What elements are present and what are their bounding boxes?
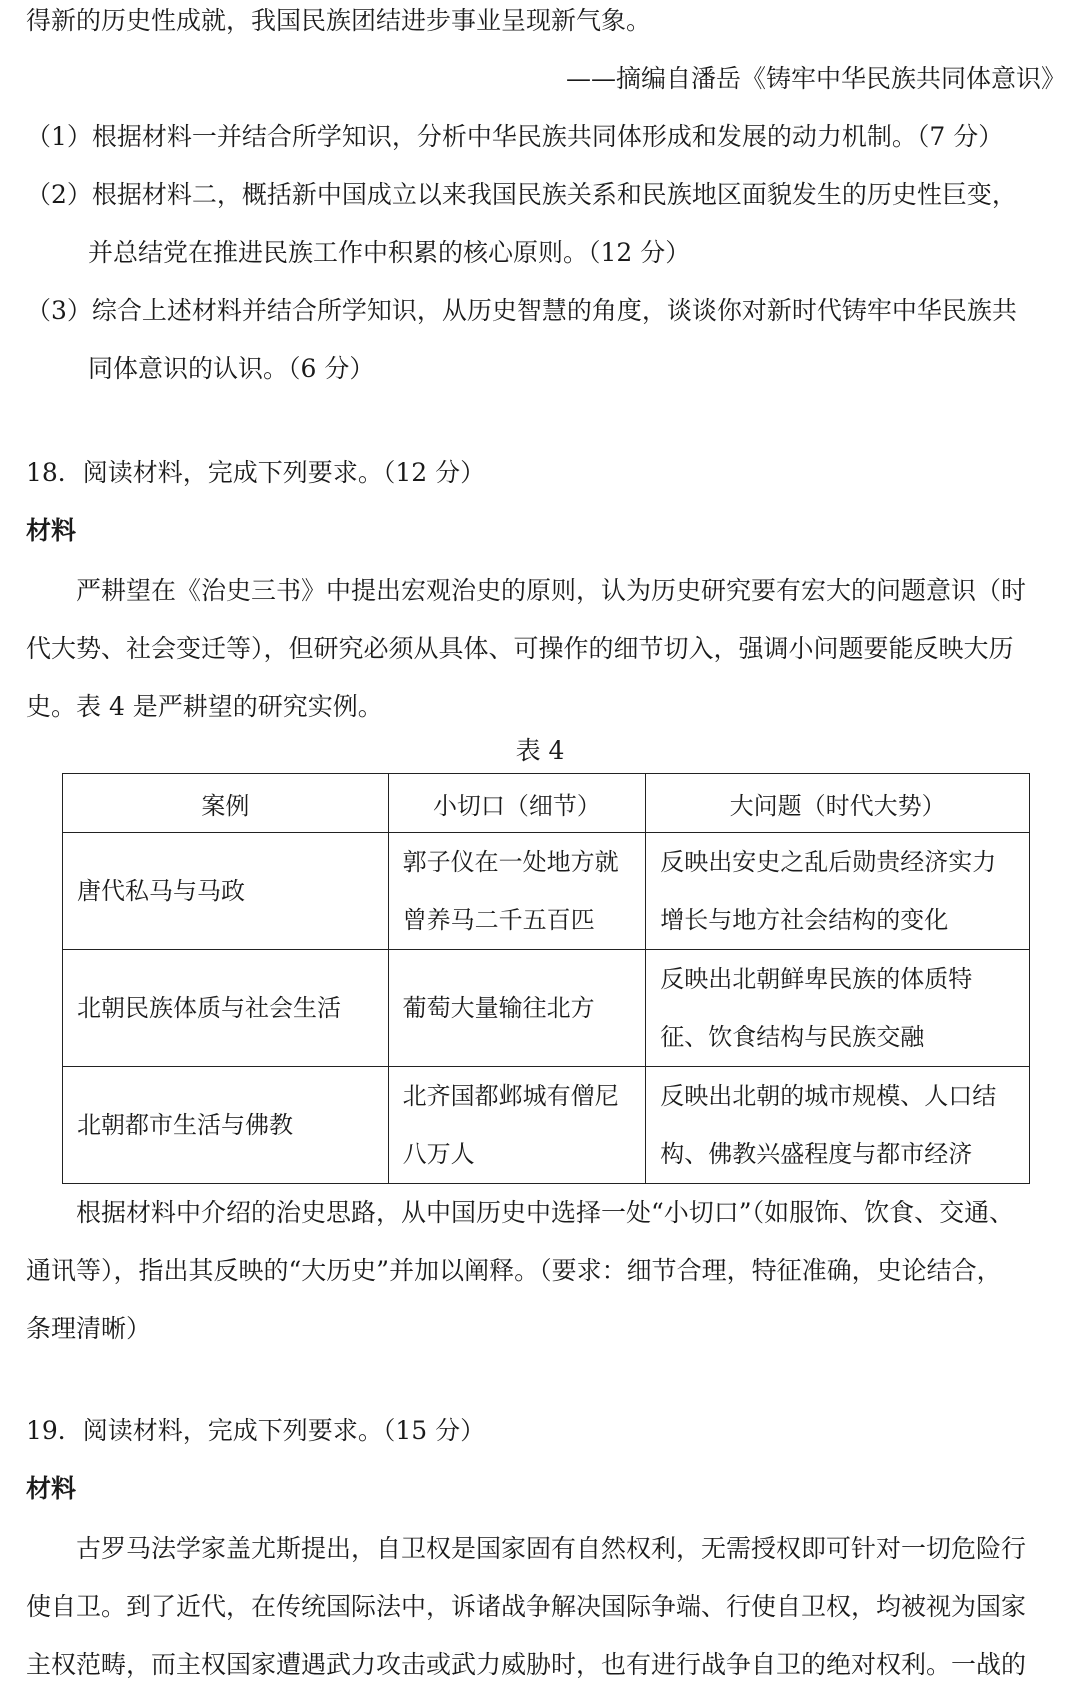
table-cell-case: 唐代私马与马政 [63, 833, 389, 950]
question-19-material-line-1: 古罗马法学家盖尤斯提出，自卫权是国家固有自然权利，无需授权即可针对一切危险行 [76, 1534, 1027, 1563]
table-header-big-question: 大问题（时代大势） [646, 774, 1030, 833]
table-cell-detail: 郭子仪在一处地方就曾养马二千五百匹 [388, 833, 646, 950]
table-row [63, 833, 1030, 950]
question-19-material-line-2: 使自卫。到了近代，在传统国际法中，诉诸战争解决国际争端、行使自卫权，均被视为国家 [26, 1592, 1027, 1621]
table-cell-big-question: 反映出安史之乱后勋贵经济实力增长与地方社会结构的变化 [646, 833, 1030, 950]
question-17-sub-2-line-2: 并总结党在推进民族工作中积累的核心原则。（12 分） [88, 238, 691, 267]
question-18-material-line-1: 严耕望在《治史三书》中提出宏观治史的原则，认为历史研究要有宏大的问题意识（时 [76, 576, 1027, 605]
table-header-case: 案例 [63, 774, 389, 833]
question-17-sub-1: （1）根据材料一并结合所学知识，分析中华民族共同体形成和发展的动力机制。（7 分） [26, 122, 1004, 151]
question-18-task-line-3: 条理清晰） [26, 1314, 152, 1343]
table-cell-detail: 葡萄大量输往北方 [388, 950, 646, 1067]
table-cell-big-question: 反映出北朝鲜卑民族的体质特征、饮食结构与民族交融 [646, 950, 1030, 1067]
table-header-row [63, 774, 1030, 833]
table-cell-big-question: 反映出北朝的城市规模、人口结构、佛教兴盛程度与都市经济 [646, 1067, 1030, 1184]
table-header-detail: 小切口（细节） [388, 774, 646, 833]
question-19-material-line-3: 主权范畴，而主权国家遭遇武力攻击或武力威胁时，也有进行战争自卫的绝对权利。一战的 [26, 1650, 1027, 1679]
table-row [63, 1067, 1030, 1184]
question-18-task-line-1: 根据材料中介绍的治史思路，从中国历史中选择一处“小切口”（如服饰、饮食、交通、 [76, 1198, 1015, 1227]
question-18-material-line-2: 代大势、社会变迁等），但研究必须从具体、可操作的细节切入，强调小问题要能反映大历 [26, 634, 1014, 663]
question-18-material-line-3: 史。表 4 是严耕望的研究实例。 [26, 692, 383, 721]
table-cell-case: 北朝民族体质与社会生活 [63, 950, 389, 1067]
table-caption: 表 4 [515, 736, 565, 765]
table-cell-case: 北朝都市生活与佛教 [63, 1067, 389, 1184]
question-17-sub-3-line-1: （3）综合上述材料并结合所学知识，从历史智慧的角度，谈谈你对新时代铸牢中华民族共 [26, 296, 1017, 325]
table-4 [62, 773, 1030, 1184]
question-17-sub-2-line-1: （2）根据材料二，概括新中国成立以来我国民族关系和民族地区面貌发生的历史性巨变， [26, 180, 1017, 209]
table-cell-detail: 北齐国都邺城有僧尼八万人 [388, 1067, 646, 1184]
question-19-heading: 19．阅读材料，完成下列要求。（15 分） [26, 1416, 486, 1445]
question-18-material-label: 材料 [26, 516, 77, 545]
question-19-material-label: 材料 [26, 1474, 77, 1503]
question-17-sub-3-line-2: 同体意识的认识。（6 分） [88, 354, 375, 383]
source-citation: ——摘编自潘岳《铸牢中华民族共同体意识》 [565, 64, 1066, 93]
question-18-task-line-2: 通讯等），指出其反映的“大历史”并加以阐释。（要求：细节合理，特征准确，史论结合， [26, 1256, 1002, 1285]
table-row [63, 950, 1030, 1067]
question-18-heading: 18．阅读材料，完成下列要求。（12 分） [26, 458, 486, 487]
continued-paragraph-line: 得新的历史性成就，我国民族团结进步事业呈现新气象。 [26, 6, 652, 35]
